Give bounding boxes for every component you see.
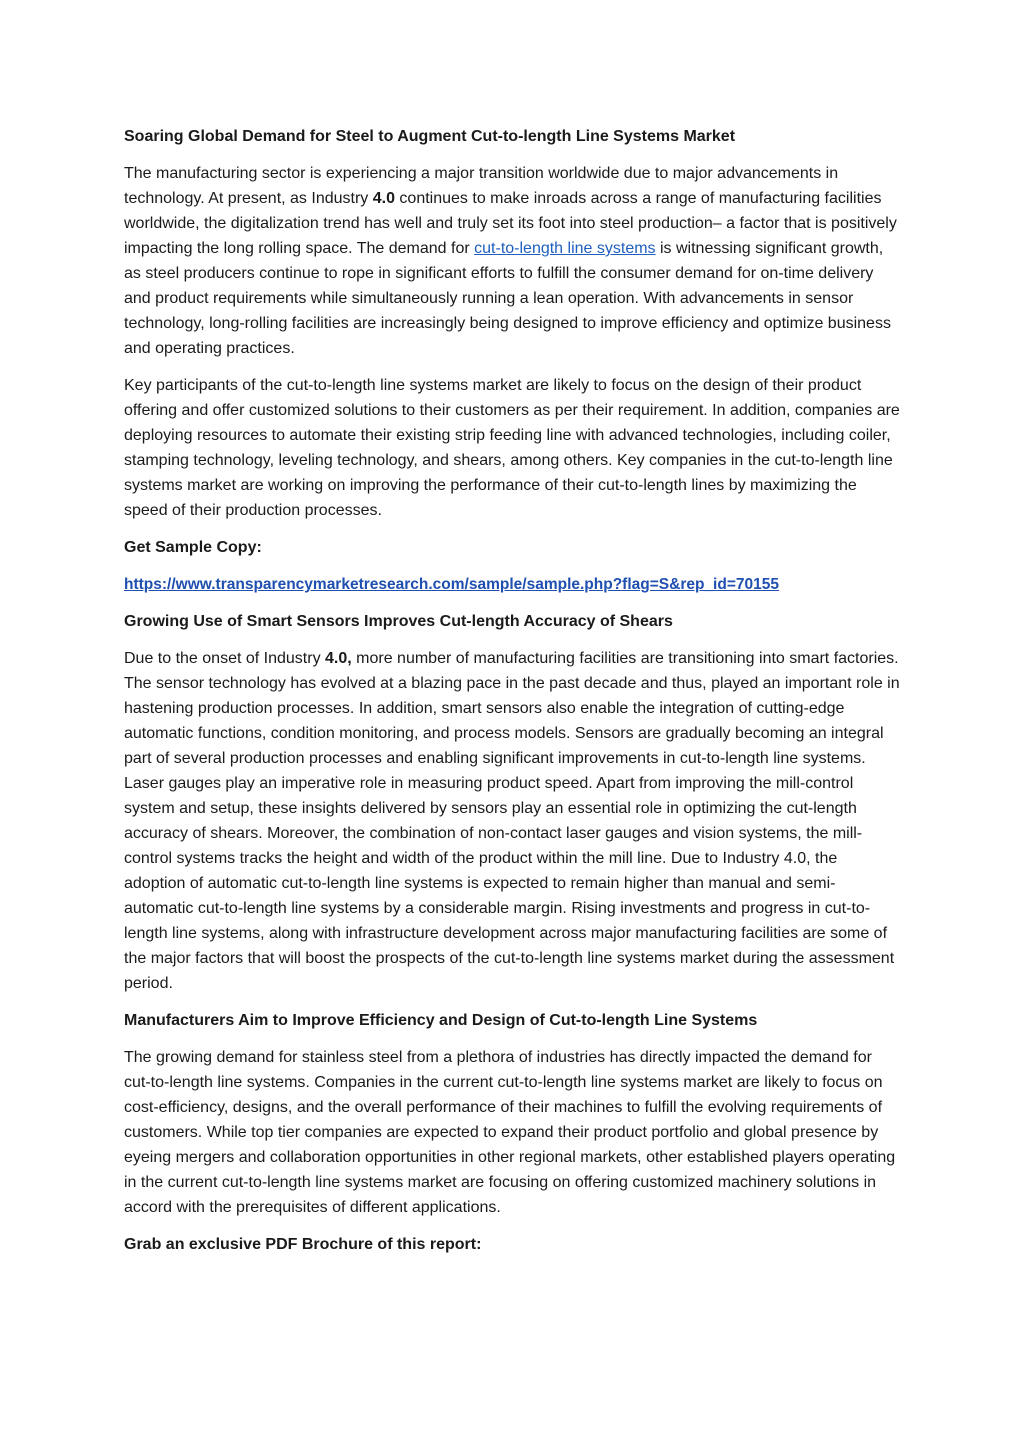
section-heading-pdf-brochure: Grab an exclusive PDF Brochure of this report: bbox=[124, 1236, 482, 1253]
paragraph-text: The manufacturing sector is experiencing a major transition worldwide due to major advancements in technology. At present, as Industry bbox=[124, 165, 839, 207]
section-heading-manufacturers-efficiency: Manufacturers Aim to Improve Efficiency and Design of Cut-to-length Line Systems bbox=[124, 1012, 758, 1029]
paragraph-manufacturing-transition bbox=[124, 161, 902, 361]
paragraph-text: Due to the onset of Industry bbox=[124, 650, 326, 667]
paragraph-smart-sensors bbox=[124, 646, 902, 996]
bold-industry-version: 4.0, bbox=[325, 650, 352, 667]
section-heading-sample-copy: Get Sample Copy: bbox=[124, 539, 262, 556]
section-heading-steel-demand: Soaring Global Demand for Steel to Augment Cut-to-length Line Systems Market bbox=[124, 128, 736, 145]
paragraph-key-participants: Key participants of the cut-to-length line systems market are likely to focus on the design of their product offering and offer customized solutions to their customers as per their requirement. In addition, companies are deploying resources to automate their existing strip feeding line with advanced technologies, including coiler, stamping technology, leveling technology, and shears, among others. Key companies in the cut-to-length line systems market are working on improving the performance of their cut-to-length lines by maximizing the speed of their production processes. bbox=[124, 377, 900, 519]
sample-copy-url-link[interactable]: https://www.transparencymarketresearch.com/sample/sample.php?flag=S&rep_id=70155 bbox=[124, 576, 779, 593]
cut-to-length-line-systems-link[interactable]: cut-to-length line systems bbox=[474, 240, 656, 257]
document-page bbox=[124, 124, 902, 1269]
paragraph-stainless-steel-demand: The growing demand for stainless steel from a plethora of industries has directly impacted the demand for cut-to-length line systems. Companies in the current cut-to-length line systems market are likely to focus on cost-efficiency, designs, and the overall performance of their machines to fulfill the evolving requirements of customers. While top tier companies are expected to expand their product portfolio and global presence by eyeing mergers and collaboration opportunities in other regional markets, other established players operating in the current cut-to-length line systems market are focusing on offering customized machinery solutions in accord with the prerequisites of different applications. bbox=[124, 1049, 896, 1216]
section-heading-smart-sensors: Growing Use of Smart Sensors Improves Cut-length Accuracy of Shears bbox=[124, 613, 673, 630]
paragraph-text: continues to make inroads across a range of manufacturing facilities worldwide, the digitalization trend has well and truly set its foot into steel production– a factor that is positively impacting the long rolling space. The demand for bbox=[124, 190, 897, 257]
paragraph-text: more number of manufacturing facilities are transitioning into smart factories. The sensor technology has evolved at a blazing pace in the past decade and thus, played an important role in hastening production processes. In addition, smart sensors also enable the integration of cutting-edge automatic functions, condition monitoring, and process models. Sensors are gradually becoming an integral part of several production processes and enabling significant improvements in cut-to-length line systems. Laser gauges play an imperative role in measuring product speed. Apart from improving the mill-control system and setup, these insights delivered by sensors play an essential role in optimizing the cut-length accuracy of shears. Moreover, the combination of non-contact laser gauges and vision systems, the mill-control systems tracks the height and width of the product within the mill line. Due to Industry 4.0, the adoption of automatic cut-to-length line systems is expected to remain higher than manual and semi-automatic cut-to-length line systems by a considerable margin. Rising investments and progress in cut-to-length line systems, along with infrastructure development across major manufacturing facilities are some of the major factors that will boost the prospects of the cut-to-length line systems market during the assessment period. bbox=[124, 650, 900, 992]
paragraph-text: is witnessing significant growth, as steel producers continue to rope in significant efforts to fulfill the consumer demand for on-time delivery and product requirements while simultaneously running a lean operation. With advancements in sensor technology, long-rolling facilities are increasingly being designed to improve efficiency and optimize business and operating practices. bbox=[124, 240, 891, 357]
bold-industry-version: 4.0 bbox=[372, 190, 395, 207]
